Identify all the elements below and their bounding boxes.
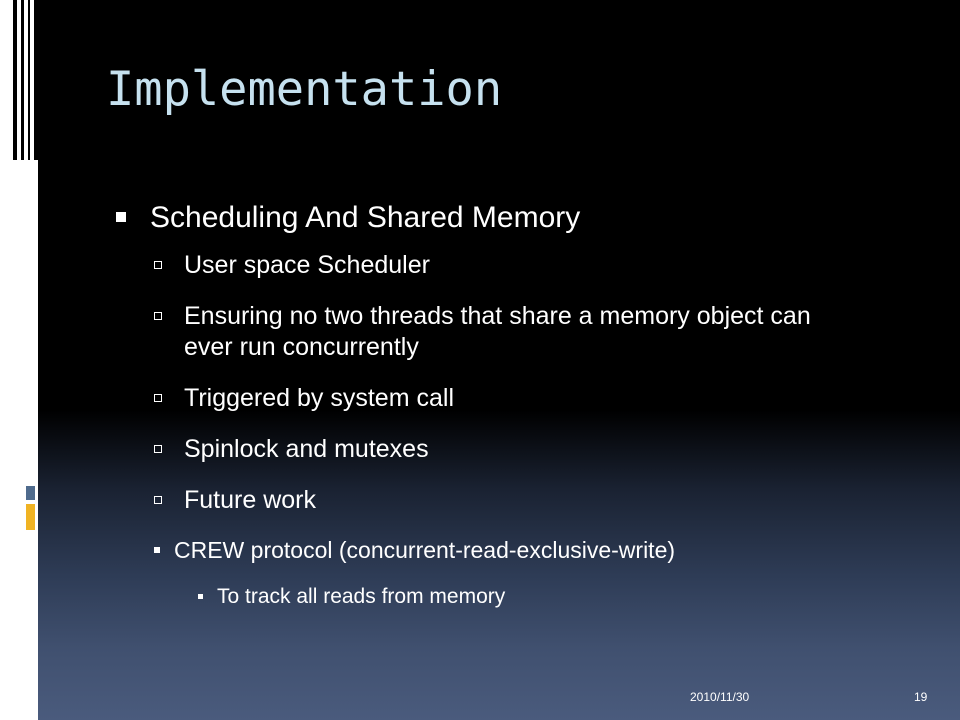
bullet-item: [154, 536, 896, 564]
hollow-square-bullet-icon: [154, 261, 162, 269]
bullet-item: [116, 200, 896, 236]
square-bullet-icon: [116, 212, 126, 222]
bullet-text: User space Scheduler: [184, 251, 430, 279]
bullet-text: Future work: [184, 486, 316, 514]
accent-bar-yellow: [26, 504, 35, 530]
bullet-text: Ensuring no two threads that share a memory object can ever run concurrently: [184, 302, 811, 361]
bullet-text: Triggered by system call: [184, 384, 454, 412]
decorative-stripes: [13, 0, 38, 160]
bullet-item: [198, 584, 896, 610]
bullet-item: [154, 383, 896, 414]
small-square-bullet-icon: [198, 594, 203, 599]
footer-date: 2010/11/30: [690, 690, 750, 704]
bullet-item: [154, 434, 896, 465]
bullet-item: [154, 250, 896, 281]
hollow-square-bullet-icon: [154, 312, 162, 320]
bullet-list: [116, 200, 896, 610]
bullet-text: To track all reads from memory: [217, 585, 506, 608]
hollow-square-bullet-icon: [154, 496, 162, 504]
bullet-text: Scheduling And Shared Memory: [150, 201, 581, 234]
slide-title: Implementation: [106, 62, 503, 117]
small-square-bullet-icon: [154, 547, 160, 553]
hollow-square-bullet-icon: [154, 445, 162, 453]
accent-bar-white: [26, 472, 35, 484]
bullet-text: CREW protocol (concurrent-read-exclusive-write): [174, 537, 676, 563]
bullet-text: Spinlock and mutexes: [184, 435, 429, 463]
accent-bar-blue: [26, 486, 35, 500]
hollow-square-bullet-icon: [154, 394, 162, 402]
bullet-item: [154, 485, 896, 516]
slide-number: 19: [914, 690, 928, 704]
bullet-item: [154, 301, 896, 363]
